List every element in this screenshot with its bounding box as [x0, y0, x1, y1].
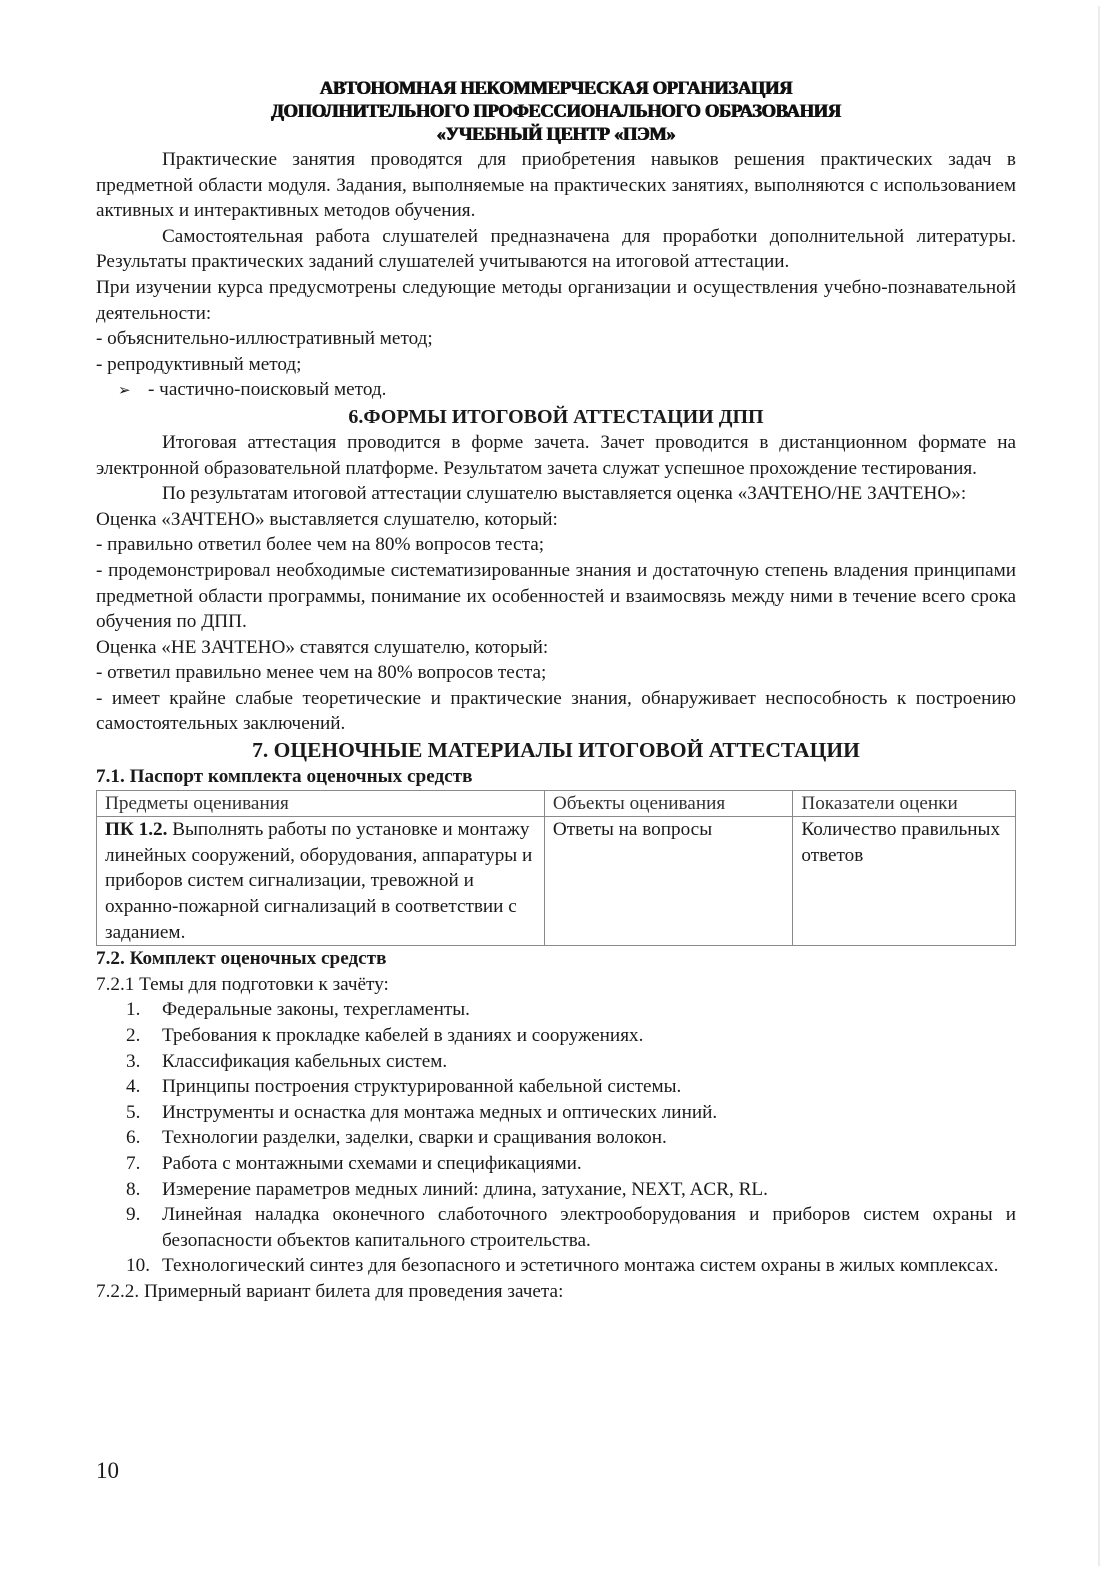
fail-criteria-item: - ответил правильно менее чем на 80% вопросов теста;	[96, 662, 547, 684]
fail-criteria-item: - имеет крайне слабые теоретические и практические знания, обнаруживает неспособность к построению самостоятельных заключений.	[96, 687, 1016, 735]
ticket-title: 7.2.2. Примерный вариант билета для проведения зачета:	[96, 1280, 564, 1302]
subsection-7-2-title: 7.2. Комплект оценочных средств	[96, 948, 387, 970]
list-item	[96, 1049, 1016, 1075]
list-item	[96, 1023, 1016, 1049]
list-item-text: Инструменты и оснастка для монтажа медных и оптических линий.	[162, 1101, 718, 1123]
competency-code: ПК 1.2.	[105, 819, 168, 841]
list-item-number: 7.	[126, 1152, 141, 1174]
list-item	[96, 1100, 1016, 1126]
list-item	[96, 1253, 1016, 1279]
list-item-text: Измерение параметров медных линий: длина, затухание, NEXT, ACR, RL.	[162, 1178, 768, 1200]
list-item-number: 2.	[126, 1025, 141, 1046]
arrow-bullet-icon: ➢	[118, 381, 131, 400]
competency-text: Выполнять работы по установке и монтажу линейных сооружений, оборудования, аппаратуры и приборов систем сигнализации, тревожной и охранно-пожарной сигнализаций в соответствии с заданием.	[105, 819, 533, 943]
method-item-arrow	[96, 377, 1016, 404]
method-item-label: - частично-поисковый метод.	[148, 379, 387, 401]
list-item-number: 9.	[126, 1204, 141, 1226]
topics-list	[96, 997, 1016, 1279]
org-header-line-1: АВТОНОМНАЯ НЕКОММЕРЧЕСКАЯ ОРГАНИЗАЦИЯ	[319, 79, 793, 99]
table-header-row	[97, 790, 1016, 817]
section-6-paragraph-2: По результатам итоговой аттестации слушателю выставляется оценка «ЗАЧТЕНО/НЕ ЗАЧТЕНО»:	[162, 483, 967, 505]
list-item-text: Классификация кабельных систем.	[162, 1050, 448, 1072]
list-item-text: Линейная наладка оконечного слаботочного электрооборудования и приборов систем охраны и безопасности объектов капитального строительства.	[162, 1204, 1016, 1251]
list-item	[96, 1177, 1016, 1203]
table-cell-subject	[97, 817, 545, 946]
list-item-number: 1.	[126, 999, 141, 1021]
table-cell-indicator: Количество правильных ответов	[793, 817, 1016, 946]
section-7-title: 7. ОЦЕНОЧНЫЕ МАТЕРИАЛЫ ИТОГОВОЙ АТТЕСТАЦИИ	[252, 738, 860, 763]
fail-criteria-intro: Оценка «НЕ ЗАЧТЕНО» ставятся слушателю, который:	[96, 636, 549, 658]
list-item-text: Работа с монтажными схемами и спецификациями.	[162, 1152, 582, 1174]
subsection-7-1-title: 7.1. Паспорт комплекта оценочных средств	[96, 766, 473, 788]
method-item: - объяснительно-иллюстративный метод;	[96, 328, 433, 350]
organization-header	[96, 78, 1016, 147]
section-6-title: 6.ФОРМЫ ИТОГОВОЙ АТТЕСТАЦИИ ДПП	[348, 405, 764, 428]
table-row	[97, 817, 1016, 946]
document-page	[96, 78, 1016, 1305]
intro-paragraph-3: При изучении курса предусмотрены следующие методы организации и осуществления учебно-познавательной деятельности:	[96, 276, 1016, 324]
pass-criteria-item: - правильно ответил более чем на 80% вопросов теста;	[96, 534, 545, 556]
method-item: - репродуктивный метод;	[96, 353, 302, 375]
page-edge-line	[1098, 6, 1100, 1566]
list-item-number: 6.	[126, 1127, 141, 1149]
org-header-line-3: «УЧЕБНЫЙ ЦЕНТР «ПЭМ»	[436, 125, 676, 145]
list-item-text: Федеральные законы, техрегламенты.	[162, 999, 470, 1021]
intro-paragraph-2: Самостоятельная работа слушателей предназначена для проработки дополнительной литературы. Результаты практических заданий слушателей учитываются на итоговой аттестации.	[96, 225, 1016, 273]
list-item-number: 5.	[126, 1101, 141, 1123]
list-item	[96, 1125, 1016, 1151]
list-item-number: 10.	[126, 1255, 150, 1277]
topics-title: 7.2.1 Темы для подготовки к зачёту:	[96, 973, 389, 995]
list-item-number: 4.	[126, 1076, 141, 1098]
pass-criteria-intro: Оценка «ЗАЧТЕНО» выставляется слушателю, который:	[96, 508, 558, 530]
table-header-indicators: Показатели оценки	[793, 790, 1016, 817]
list-item	[96, 1151, 1016, 1177]
assessment-passport-table	[96, 790, 1016, 947]
list-item	[96, 997, 1016, 1023]
org-header-line-2: ДОПОЛНИТЕЛЬНОГО ПРОФЕССИОНАЛЬНОГО ОБРАЗОВАНИЯ	[271, 102, 841, 122]
list-item	[96, 1202, 1016, 1253]
page-number: 10	[96, 1458, 119, 1483]
table-cell-object: Ответы на вопросы	[544, 817, 793, 946]
list-item-text: Технологии разделки, заделки, сварки и сращивания волокон.	[162, 1127, 667, 1149]
table-header-subjects: Предметы оценивания	[97, 790, 545, 817]
pass-criteria-item: - продемонстрировал необходимые систематизированные знания и достаточную степень владения принципами предметной области программы, понимание их особенностей и взаимосвязь между ними в течение всего срока обучения по ДПП.	[96, 559, 1016, 633]
table-header-objects: Объекты оценивания	[544, 790, 793, 817]
list-item-text: Принципы построения структурированной кабельной системы.	[162, 1076, 682, 1098]
section-6-paragraph-1: Итоговая аттестация проводится в форме зачета. Зачет проводится в дистанционном формате на электронной образовательной платформе. Результатом зачета служат успешное прохождение тестирования.	[96, 431, 1016, 479]
list-item-text: Требования к прокладке кабелей в зданиях и сооружениях.	[162, 1025, 644, 1046]
intro-paragraph-1: Практические занятия проводятся для приобретения навыков решения практических задач в предметной области модуля. Задания, выполняемые на практических занятиях, выполняются с использованием активных и интерактивных методов обучения.	[96, 149, 1016, 222]
list-item	[96, 1074, 1016, 1100]
list-item-text: Технологический синтез для безопасного и эстетичного монтажа систем охраны в жилых комплексах.	[162, 1255, 999, 1277]
list-item-number: 3.	[126, 1050, 141, 1072]
list-item-number: 8.	[126, 1178, 141, 1200]
